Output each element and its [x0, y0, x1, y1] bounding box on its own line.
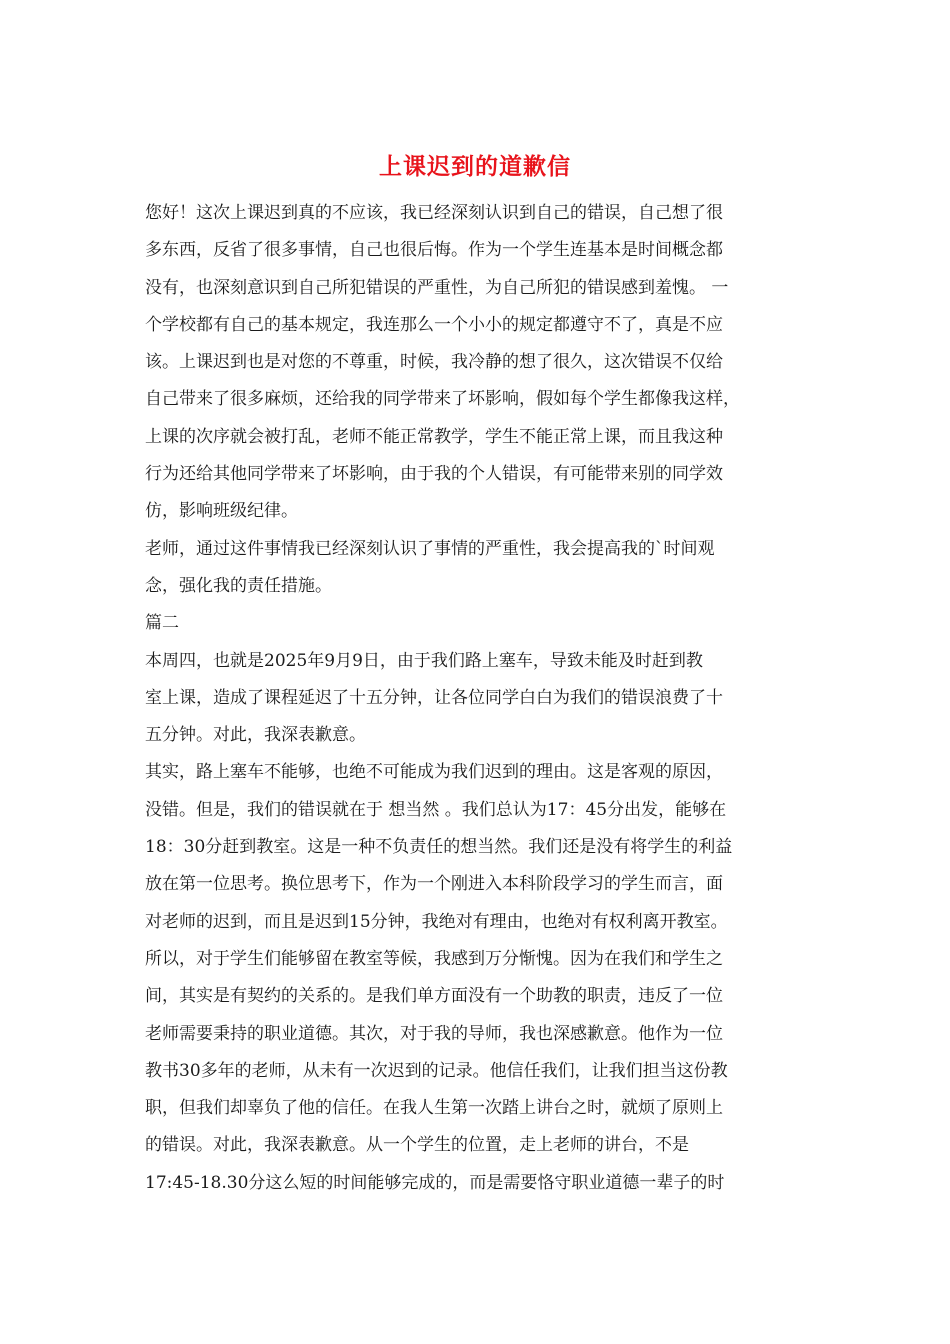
- document-title: 上课迟到的道歉信: [379, 153, 571, 180]
- body-text-line: 17:45-18.30分这么短的时间能够完成的，而是需要恪守职业道德一辈子的时: [145, 1172, 725, 1193]
- body-text-line: 没错。但是，我们的错误就在于 想当然 。我们总认为17：45分出发，能够在: [145, 799, 727, 820]
- body-text-line: 老师，通过这件事情我已经深刻认识了事情的严重性，我会提高我的`时间观: [145, 538, 715, 559]
- body-text-line: 老师需要秉持的职业道德。其次，对于我的导师，我也深感歉意。他作为一位: [145, 1023, 723, 1044]
- body-text-line: 没有，也深刻意识到自己所犯错误的严重性，为自己所犯的错误感到羞愧。 一: [145, 277, 729, 298]
- body-text-line: 多东西，反省了很多事情，自己也很后悔。作为一个学生连基本是时间概念都: [145, 240, 723, 261]
- body-text-line: 个学校都有自己的基本规定，我连那么一个小小的规定都遵守不了，真是不应: [145, 314, 723, 335]
- body-text-line: 该。上课迟到也是对您的不尊重，时候，我冷静的想了很久，这次错误不仅给: [145, 352, 723, 373]
- body-text-line: 五分钟。对此，我深表歉意。: [145, 725, 366, 746]
- body-text-line: 念，强化我的责任措施。: [145, 575, 332, 596]
- body-text-line: 间，其实是有契约的关系的。是我们单方面没有一个助教的职责，违反了一位: [145, 986, 723, 1007]
- document-body: [145, 195, 815, 1202]
- body-text-line: 上课的次序就会被打乱，老师不能正常教学，学生不能正常上课，而且我这种: [145, 426, 723, 447]
- body-text-line: 行为还给其他同学带来了坏影响，由于我的个人错误，有可能带来别的同学效: [145, 464, 723, 485]
- body-text-line: 仿，影响班级纪律。: [145, 501, 298, 522]
- body-text-line: 自己带来了很多麻烦，还给我的同学带来了坏影响，假如每个学生都像我这样，: [145, 389, 740, 410]
- body-text-line: 所以，对于学生们能够留在教室等候，我感到万分惭愧。因为在我们和学生之: [145, 948, 723, 969]
- body-text-line: 职，但我们却辜负了他的信任。在我人生第一次踏上讲台之时，就烦了原则上: [145, 1098, 723, 1119]
- body-text-line: 其实，路上塞车不能够，也绝不可能成为我们迟到的理由。这是客观的原因，: [145, 762, 723, 783]
- body-text-line: 本周四，也就是2025年9月9日，由于我们路上塞车，导致未能及时赶到教: [145, 650, 703, 671]
- body-text-line: 18：30分赶到教室。这是一种不负责任的想当然。我们还是没有将学生的利益: [145, 837, 733, 858]
- body-text-line: 对老师的迟到，而且是迟到15分钟，我绝对有理由，也绝对有权利离开教室。: [145, 911, 728, 932]
- body-text-line: 室上课，造成了课程延迟了十五分钟，让各位同学白白为我们的错误浪费了十: [145, 687, 723, 708]
- body-text-line: 您好！这次上课迟到真的不应该，我已经深刻认识到自己的错误，自己想了很: [145, 203, 723, 223]
- body-text-line: 教书30多年的老师，从未有一次迟到的记录。他信任我们，让我们担当这份教: [145, 1060, 728, 1081]
- body-text-line: 放在第一位思考。换位思考下，作为一个刚进入本科阶段学习的学生而言，面: [145, 874, 723, 895]
- body-text-line: 篇二: [145, 613, 179, 634]
- body-text-line: 的错误。对此，我深表歉意。从一个学生的位置，走上老师的讲台，不是: [145, 1135, 689, 1156]
